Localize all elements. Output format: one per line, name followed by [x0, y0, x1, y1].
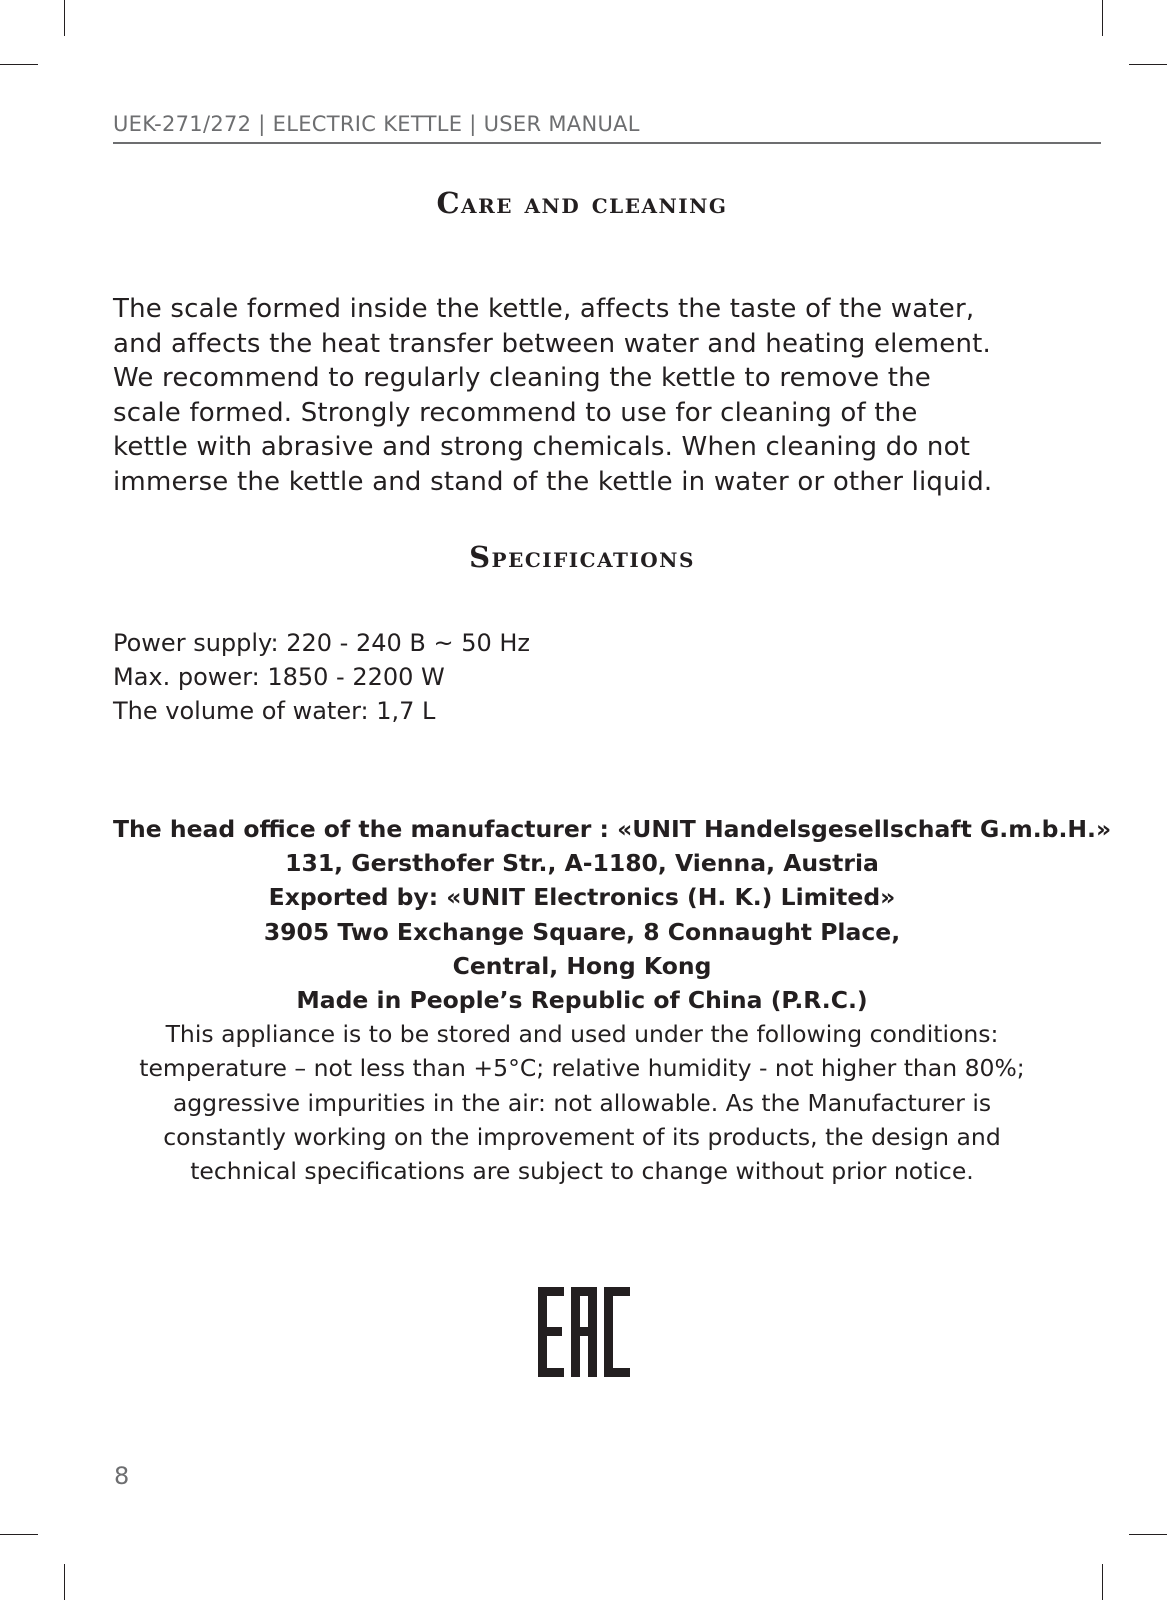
manufacturer-line: 131, Gersthofer Str., A-1180, Vienna, Austria [285, 849, 879, 878]
notice-line: This appliance is to be stored and used under the following conditions: [165, 1020, 999, 1049]
eac-mark-icon [538, 1287, 630, 1377]
specifications-list [113, 626, 813, 728]
spec-item: The volume of water: 1,7 L [113, 697, 436, 725]
care-line: and affects the heat transfer between water and heating element. [113, 328, 992, 359]
care-paragraph [113, 292, 1051, 500]
specifications-heading: Specifications [469, 540, 695, 574]
care-line: immerse the kettle and stand of the kettle in water or other liquid. [113, 466, 993, 497]
crop-mark [1129, 1534, 1167, 1535]
care-heading: Care and cleaning [436, 186, 728, 220]
manufacturer-info [113, 812, 1112, 1188]
crop-mark [1102, 0, 1103, 36]
crop-mark [64, 1564, 65, 1600]
running-header: UEK-271/272 | ELECTRIC KETTLE | USER MANUAL [113, 112, 640, 136]
notice-line: temperature – not less than +5°C; relative humidity - not higher than 80%; [139, 1054, 1025, 1083]
care-line: scale formed. Strongly recommend to use for cleaning of the [113, 397, 918, 428]
notice-line: aggressive impurities in the air: not allowable. As the Manufacturer is [172, 1088, 992, 1117]
manufacturer-line: 3905 Two Exchange Square, 8 Connaught Place, [263, 917, 901, 946]
care-line: The scale formed inside the kettle, affects the taste of the water, [113, 294, 975, 324]
manufacturer-line: Central, Hong Kong [452, 951, 712, 980]
crop-mark [1102, 1564, 1103, 1600]
notice-line: constantly working on the improvement of its products, the design and [163, 1122, 1001, 1151]
spec-item: Power supply: 220 - 240 B ~ 50 Hz [113, 629, 531, 657]
crop-mark [0, 64, 38, 65]
manufacturer-line: Exported by: «UNIT Electronics (H. K.) Limited» [268, 883, 896, 912]
care-line: kettle with abrasive and strong chemicals. When cleaning do not [113, 432, 971, 463]
manufacturer-line: The head office of the manufacturer : «UNIT Handelsgesellschaft G.m.b.H.» [113, 815, 1112, 843]
manufacturer-line: Made in People’s Republic of China (P.R.C.) [296, 986, 868, 1015]
spec-item: Max. power: 1850 - 2200 W [113, 663, 445, 691]
crop-mark [64, 0, 65, 36]
notice-line: technical specifications are subject to change without prior notice. [190, 1157, 974, 1186]
care-line: We recommend to regularly cleaning the kettle to remove the [113, 363, 932, 394]
page-number: 8 [114, 1462, 130, 1490]
header-rule [113, 142, 1101, 144]
crop-mark [0, 1534, 38, 1535]
crop-mark [1129, 64, 1167, 65]
